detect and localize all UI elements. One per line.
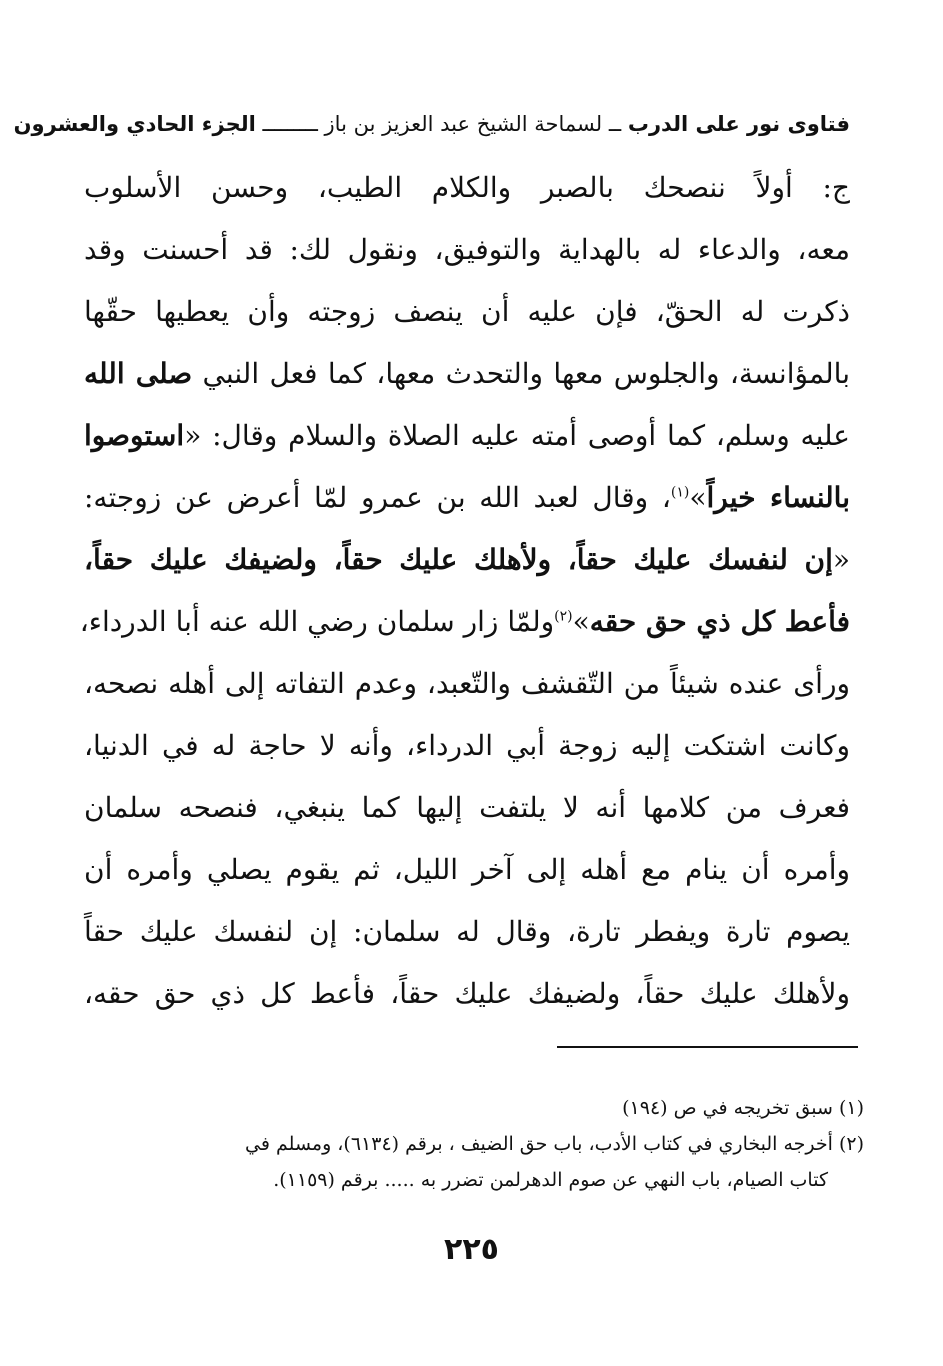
- text-line: ذكرت له الحقّ، فإن عليه أن ينصف زوجته وأن يعطيها حقّها: [84, 295, 850, 328]
- text-line: فعرف من كلامها أنه لا يلتفت إليها كما ينبغي، فنصحه سلمان: [84, 791, 850, 824]
- running-header: [13, 104, 850, 144]
- text-line: عليه وسلم، كما أوصى أمته عليه الصلاة والسلام وقال: «استوصوا: [84, 419, 850, 452]
- text-line: ولأهلك عليك حقاً، ولضيفك عليك حقاً، فأعط كل ذي حق حقه،: [84, 977, 850, 1010]
- text-line: يصوم تارة ويفطر تارة، وقال له سلمان: إن لنفسك عليك حقاً: [84, 915, 850, 948]
- text-line: وأمره أن ينام مع أهله إلى آخر الليل، ثم يقوم يصلي وأمره أن: [84, 853, 850, 886]
- honorific: صلى الله: [84, 357, 193, 390]
- footnotes: [84, 1090, 864, 1198]
- book-title: فتاوى نور على الدرب: [627, 112, 850, 136]
- footnote-ref: (٢): [554, 608, 573, 625]
- text-line: ج: أولاً ننصحك بالصبر والكلام الطيب، وحسن الأسلوب: [84, 171, 850, 204]
- footnote-1: (١) سبق تخريجه في ص (١٩٤): [622, 1097, 864, 1119]
- text-line: ورأى عنده شيئاً من التّقشف والتّعبد، وعدم التفاته إلى أهله نصحه،: [84, 667, 850, 700]
- footnote-2: (٢) أخرجه البخاري في كتاب الأدب، باب حق الضيف ، برقم (٦١٣٤)، ومسلم في: [245, 1133, 864, 1155]
- author-line: ــ لسماحة الشيخ عبد العزيز بن باز ـــــــــ: [262, 112, 622, 136]
- fatwa-answer-text: [79, 157, 850, 1025]
- text-line: بالنساء خيراً»$^{(١)}$، وقال لعبد الله بن عمرو لمّا أعرض عن زوجته:: [84, 481, 850, 514]
- volume-label: الجزء الحادي والعشرون: [13, 112, 256, 136]
- text-line: فأعط كل ذي حق حقه»$^{(٢)}$ولمّا زار سلمان رضي الله عنه أبا الدرداء،: [79, 605, 850, 638]
- footnote-2-continued: كتاب الصيام، باب النهي عن صوم الدهرلمن تضرر به ..... برقم (١١٥٩).: [273, 1169, 828, 1191]
- text-line: معه، والدعاء له بالهداية والتوفيق، ونقول لك: قد أحسنت وقد: [84, 233, 850, 266]
- footnote-ref: (١): [670, 484, 690, 501]
- text-line: بالمؤانسة، والجلوس معها والتحدث معها، كما فعل النبي صلى الله: [84, 357, 850, 390]
- hadith-quote: بالنساء خيراً: [706, 481, 850, 514]
- hadith-quote: إن لنفسك عليك حقاً، ولأهلك عليك حقاً، ولضيفك عليك حقاً،: [84, 543, 833, 576]
- text-line: وكانت اشتكت إليه زوجة أبي الدرداء، وأنه لا حاجة له في الدنيا،: [84, 729, 850, 762]
- page-number: ٢٢٥: [444, 1232, 499, 1267]
- text-line: «إن لنفسك عليك حقاً، ولأهلك عليك حقاً، ولضيفك عليك حقاً،: [84, 543, 850, 576]
- hadith-quote: فأعط كل ذي حق حقه: [589, 605, 850, 638]
- hadith-quote: استوصوا: [84, 419, 185, 452]
- footnote-separator: [557, 1046, 858, 1048]
